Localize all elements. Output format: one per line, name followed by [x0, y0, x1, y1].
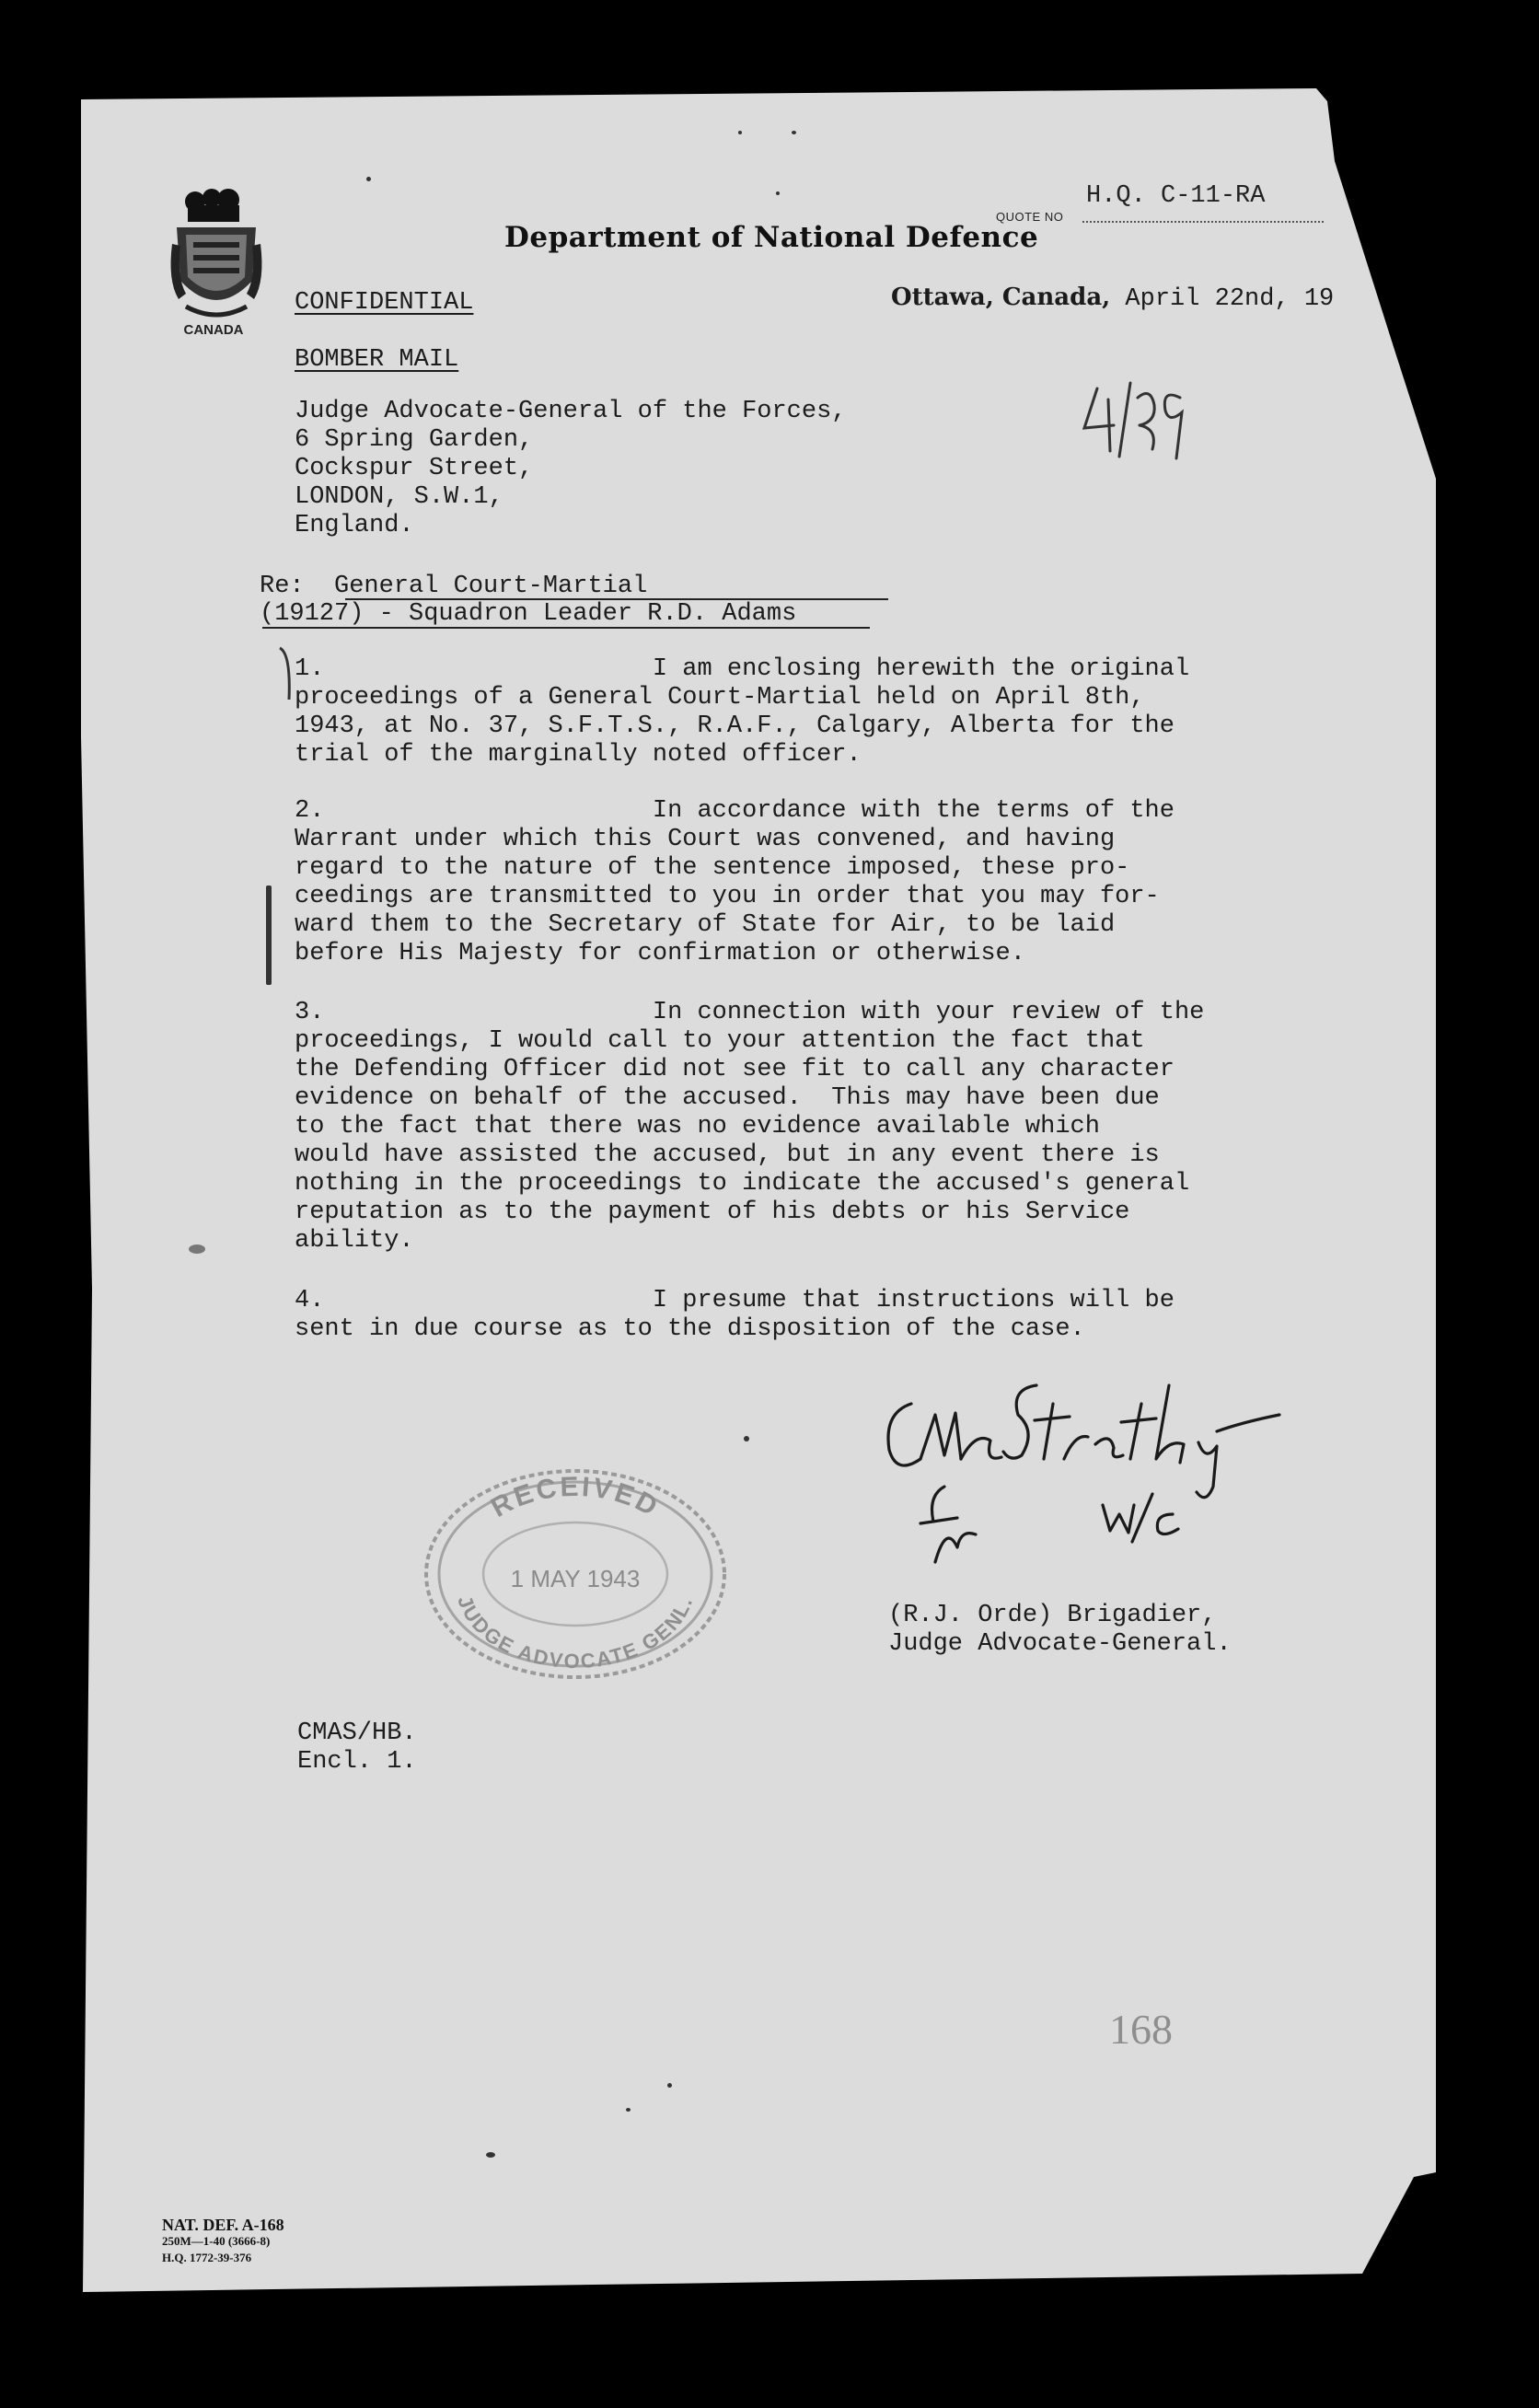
paragraph-2: 2. In accordance with the terms of the Warrant under which this Court was convened, and having regard to the nature of the sentence imposed, these pro- ceedings are transmitted to you in order that you may for- ward them to the Secretary of State for Air, to be laid before His Majesty for confirmation or otherwise.: [295, 797, 1174, 967]
subject-rule-2: [262, 627, 870, 629]
handwritten-signature: [856, 1367, 1298, 1606]
canada-crest-icon: [168, 189, 265, 325]
scan-speck: [792, 131, 796, 134]
place-date: [891, 284, 1334, 313]
scan-speck: [776, 191, 780, 195]
addressee-line-2: 6 Spring Garden,: [295, 426, 534, 454]
addressee-line-5: England.: [295, 512, 414, 539]
scan-speck: [626, 2108, 631, 2112]
received-stamp: [419, 1464, 732, 1684]
paragraph-4: 4. I presume that instructions will be sent in due course as to the disposition of the case.: [295, 1287, 1174, 1343]
department-title: Department of National Defence: [504, 221, 1039, 254]
paragraph-1: 1. I am enclosing herewith the original proceedings of a General Court-Martial held on April 8th, 1943, at No. 37, S.F.T.S., R.A.F., Calgary, Alberta for the trial of the marginally noted officer.: [295, 655, 1190, 769]
quote-rule: [1082, 221, 1324, 223]
addressee-line-1: Judge Advocate-General of the Forces,: [295, 398, 847, 425]
form-identifier: [162, 2217, 284, 2266]
scan-speck: [189, 1245, 205, 1254]
quote-number: H.Q. C-11-RA: [1086, 182, 1266, 210]
addressee-line-3: Cockspur Street,: [295, 455, 534, 482]
paragraph-3: 3. In connection with your review of the proceedings, I would call to your attention the fact that the Defending Officer did not see fit to call any character evidence on behalf of the accused. This may have been due to the fact that there was no evidence available which would have assisted the accused, but in any event there is nothing in the proceedings to indicate the accused's general reputation as to the payment of his debts or his Service ability.: [295, 999, 1205, 1255]
form-line-1: NAT. DEF. A-168: [162, 2216, 284, 2234]
mail-marking: BOMBER MAIL: [295, 346, 459, 374]
handwritten-reference: [1077, 377, 1187, 460]
form-line-3: H.Q. 1772-39-376: [162, 2251, 252, 2264]
place: Ottawa, Canada,: [891, 284, 1111, 311]
scan-speck: [744, 1436, 749, 1441]
scan-speck: [738, 131, 742, 134]
crest-label: CANADA: [183, 322, 244, 338]
reference-initials: CMAS/HB. Encl. 1.: [297, 1719, 417, 1776]
scan-speck: [667, 2083, 672, 2088]
quote-no-label: QUOTE NO: [996, 210, 1064, 224]
svg-text:JUDGE ADVOCATE GENL.: JUDGE ADVOCATE GENL.: [453, 1592, 698, 1673]
page-number: 168: [1109, 2006, 1173, 2053]
svg-text:1 MAY 1943: 1 MAY 1943: [510, 1565, 641, 1592]
subject-line-1: Re: General Court-Martial: [260, 573, 648, 600]
svg-text:RECEIVED: RECEIVED: [486, 1471, 665, 1523]
form-line-2: 250M—1-40 (3666-8): [162, 2234, 271, 2248]
classification-marking: CONFIDENTIAL: [295, 289, 474, 317]
scan-speck: [366, 177, 371, 181]
subject-line-2: (19127) - Squadron Leader R.D. Adams: [260, 600, 797, 628]
typed-signature-block: (R.J. Orde) Brigadier, Judge Advocate-General.: [888, 1602, 1232, 1658]
date: April 22nd, 19: [1110, 285, 1335, 313]
addressee-line-4: LONDON, S.W.1,: [295, 483, 503, 511]
margin-line: [266, 886, 272, 985]
scan-speck: [486, 2152, 495, 2158]
